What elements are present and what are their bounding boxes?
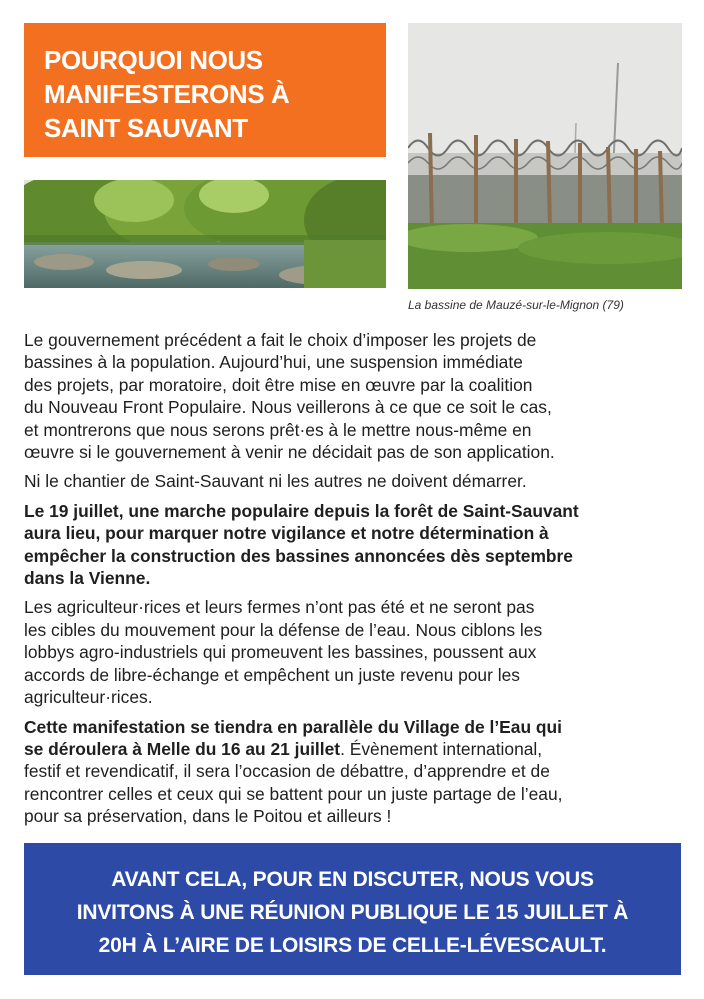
text-line: Le gouvernement précédent a fait le choix d’imposer les projets de [24,330,537,350]
basin-photo [408,23,682,289]
text-line: et montrerons que nous serons prêt·es à le mettre nous-même en [24,419,532,440]
river-photo [24,180,386,288]
text-line: lobbys agro-industriels qui promeuvent les bassines, poussent aux [24,642,537,663]
invitation-line: AVANT CELA, POUR EN DISCUTER, NOUS VOUS [111,868,594,891]
text-line: œuvre si le gouvernement à venir ne décidait pas de son application. [24,442,555,463]
invitation-banner [24,843,681,975]
paragraph-farmers [24,596,684,708]
text-line: festif et revendicatif, il sera l’occasion de débattre, d’apprendre et de [24,761,550,782]
title-line: SAINT SAUVANT [44,113,248,143]
text-line: aura lieu, pour marquer notre vigilance et notre détermination à [24,523,549,544]
text-line: Cette manifestation se tiendra en parallèle du Village de l’Eau qui [24,716,562,737]
text-line: dans la Vienne. [24,568,151,589]
text-line: Le 19 juillet, une marche populaire depuis la forêt de Saint-Sauvant [24,500,579,521]
text-line: agriculteur·rices. [24,687,153,708]
text-line: du Nouveau Front Populaire. Nous veillerons à ce que ce soit le cas, [24,397,552,418]
text-line: bassines à la population. Aujourd’hui, une suspension immédiate [24,352,523,373]
photo-caption: La bassine de Mauzé-sur-le-Mignon (79) [408,298,624,312]
invitation-line: INVITONS À UNE RÉUNION PUBLIQUE LE 15 JUILLET À [76,901,629,924]
bold-phrase: se déroulera à Melle du 16 au 21 juillet [24,738,341,759]
text-line: pour sa préservation, dans le Poitou et ailleurs ! [24,806,392,827]
text-line: empêcher la construction des bassines annoncées dès septembre [24,545,573,566]
title-banner [24,23,386,157]
paragraph-intro [24,329,684,463]
text-fragment: . Évènement international, [340,738,543,759]
article-body [24,329,684,835]
paragraph-march [24,500,684,590]
paragraph-village [24,716,684,828]
invitation-line: 20H À L’AIRE DE LOISIRS DE CELLE-LÉVESCAULT. [98,934,607,957]
text-line: Les agriculteur·rices et leurs fermes n’ont pas été et ne seront pas [24,597,535,618]
text-line: Ni le chantier de Saint-Sauvant ni les autres ne doivent démarrer. [24,471,527,492]
text-line: rencontrer celles et ceux qui se battent pour un juste partage de l’eau, [24,783,563,804]
paragraph-no-construction [24,470,684,492]
text-line [24,738,684,760]
title-line: MANIFESTERONS À [44,79,290,109]
title-line: POURQUOI NOUS [44,45,263,75]
text-line: accords de libre-échange et empêchent un juste revenu pour les [24,664,520,685]
text-line: les cibles du mouvement pour la défense de l’eau. Nous ciblons les [24,619,543,640]
text-line: des projets, par moratoire, doit être mise en œuvre par la coalition [24,374,533,395]
